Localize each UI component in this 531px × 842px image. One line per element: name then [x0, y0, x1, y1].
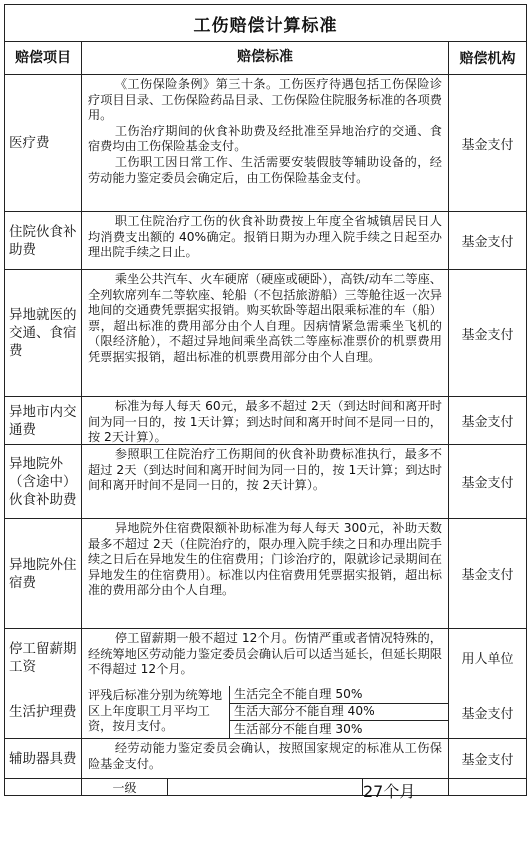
header-row — [5, 42, 526, 75]
standard-paragraph: 乘坐公共汽车、火车硬席（硬座或硬卧），高铁/动车二等座、全列软席列车二等软座、轮船（不包括旅游船）三等舱往返一次异地间的交通费凭票据实报销。购买软卧等超出限乘标准的车（船）票，超出标准的费用部分由个人自理。因病情紧急需乘坐飞机的（限经济舱），不超过异地间乘坐高铁二等座标准票价的机票费用凭票据实报销，超出标准的机票费用部分由个人自理。 — [88, 272, 442, 364]
row-standard — [82, 629, 449, 686]
grade-row — [5, 779, 526, 801]
row-payer: 基金支付 — [461, 235, 514, 250]
nursing-standard — [82, 686, 449, 738]
row-item: 住院伙食补助费 — [5, 212, 82, 269]
standard-paragraph: 异地院外住宿费限额补助标准为每人每天 300元，补助天数最多不超过 2天（住院治疗的，限办理入院手续之日和办理出院手续之日后在异地发生的住宿费用；门诊治疗的，限就诊记录期间在异地发生的住宿费用）。标准以内住宿费用凭票据实报销，超出标准的费用部分由个人自理。 — [88, 521, 442, 598]
row-item: 辅助器具费 — [5, 739, 82, 778]
row-standard — [82, 445, 449, 518]
row-item: 异地院外（含途中）伙食补助费 — [5, 445, 82, 518]
compensation-table — [4, 4, 527, 801]
row-payer: 用人单位 — [461, 652, 514, 667]
row-item: 医疗费 — [5, 75, 82, 211]
row-item: 异地院外住宿费 — [5, 519, 82, 628]
row-standard — [82, 397, 449, 444]
row-item: 停工留薪期工资 — [5, 629, 82, 686]
row-item: 异地就医的交通、食宿费 — [5, 270, 82, 396]
table-row — [5, 445, 526, 519]
standard-paragraph: 经劳动能力鉴定委员会确认，按照国家规定的标准从工伤保险基金支付。 — [88, 741, 442, 771]
nursing-text: 评残后标准分别为统筹地区上年度职工月平均工资，按月支付。 — [82, 686, 230, 738]
row-payer: 基金支付 — [461, 137, 514, 153]
row-payer: 基金支付 — [461, 327, 514, 343]
grade-label: 一级 — [82, 779, 168, 795]
table-row — [5, 212, 526, 270]
nursing-level: 生活完全不能自理 50% — [230, 686, 448, 704]
standard-paragraph: 《工伤保险条例》第三十条。工伤医疗待遇包括工伤保险诊疗项目目录、工伤保险药品目录、工伤保险住院服务标准的各项费用。 — [88, 77, 442, 123]
standard-paragraph: 工伤职工因日常工作、生活需要安装假肢等辅助设备的，经劳动能力鉴定委员会确定后，由工伤保险基金支付。 — [88, 154, 442, 185]
standard-paragraph: 工伤治疗期间的伙食补助费及经批准至异地治疗的交通、食宿费均由工伤保险基金支付。 — [88, 123, 442, 154]
row-standard — [82, 75, 449, 211]
standard-paragraph: 职工住院治疗工伤的伙食补助费按上年度全省城镇居民日人均消费支出额的 40%确定。报销日期为办理入院手续之日起至办理出院手续之日止。 — [88, 214, 442, 260]
table-row — [5, 270, 526, 397]
header-standard: 赔偿标准 — [82, 42, 449, 74]
table-row — [5, 629, 526, 686]
header-item: 赔偿项目 — [5, 42, 82, 74]
row-standard — [82, 519, 449, 628]
row-payer: 基金支付 — [461, 568, 514, 583]
grade-months: 27个月 — [363, 779, 449, 795]
standard-paragraph: 标准为每人每天 60元，最多不超过 2天（到达时间和离开时间为同一日的，按 1天计算；到达时间和离开时间不是同一日的，按 2天计算）。 — [88, 399, 442, 445]
row-item: 异地市内交通费 — [5, 397, 82, 444]
table-row — [5, 75, 526, 212]
row-item: 生活护理费 — [5, 686, 82, 738]
aids-row — [5, 739, 526, 779]
row-standard — [82, 270, 449, 396]
row-standard — [82, 212, 449, 269]
table-row — [5, 397, 526, 445]
standard-paragraph: 参照职工住院治疗工伤期间的伙食补助费标准执行，最多不超过 2天（到达时间和离开时间为同一日的，按 1天计算；到达时间和离开时间不是同一日的，按 2天计算）。 — [88, 447, 442, 493]
row-payer: 基金支付 — [461, 753, 514, 768]
standard-paragraph: 停工留薪期一般不超过 12个月。伤情严重或者情况特殊的，经统筹地区劳动能力鉴定委员会确认后可以适当延长，但延长期限不得超过 12个月。 — [88, 631, 442, 677]
nursing-levels — [230, 686, 448, 738]
row-standard — [82, 739, 449, 778]
table-title: 工伤赔偿计算标准 — [5, 5, 526, 42]
grade-blank — [168, 779, 363, 795]
nursing-level: 生活部分不能自理 30% — [234, 721, 363, 736]
row-payer: 基金支付 — [461, 476, 514, 491]
table-row — [5, 519, 526, 629]
nursing-row — [5, 686, 526, 739]
header-payer: 赔偿机构 — [459, 51, 516, 67]
nursing-level: 生活大部分不能自理 40% — [230, 704, 448, 722]
row-payer: 基金支付 — [461, 415, 514, 430]
row-payer: 基金支付 — [461, 706, 514, 722]
